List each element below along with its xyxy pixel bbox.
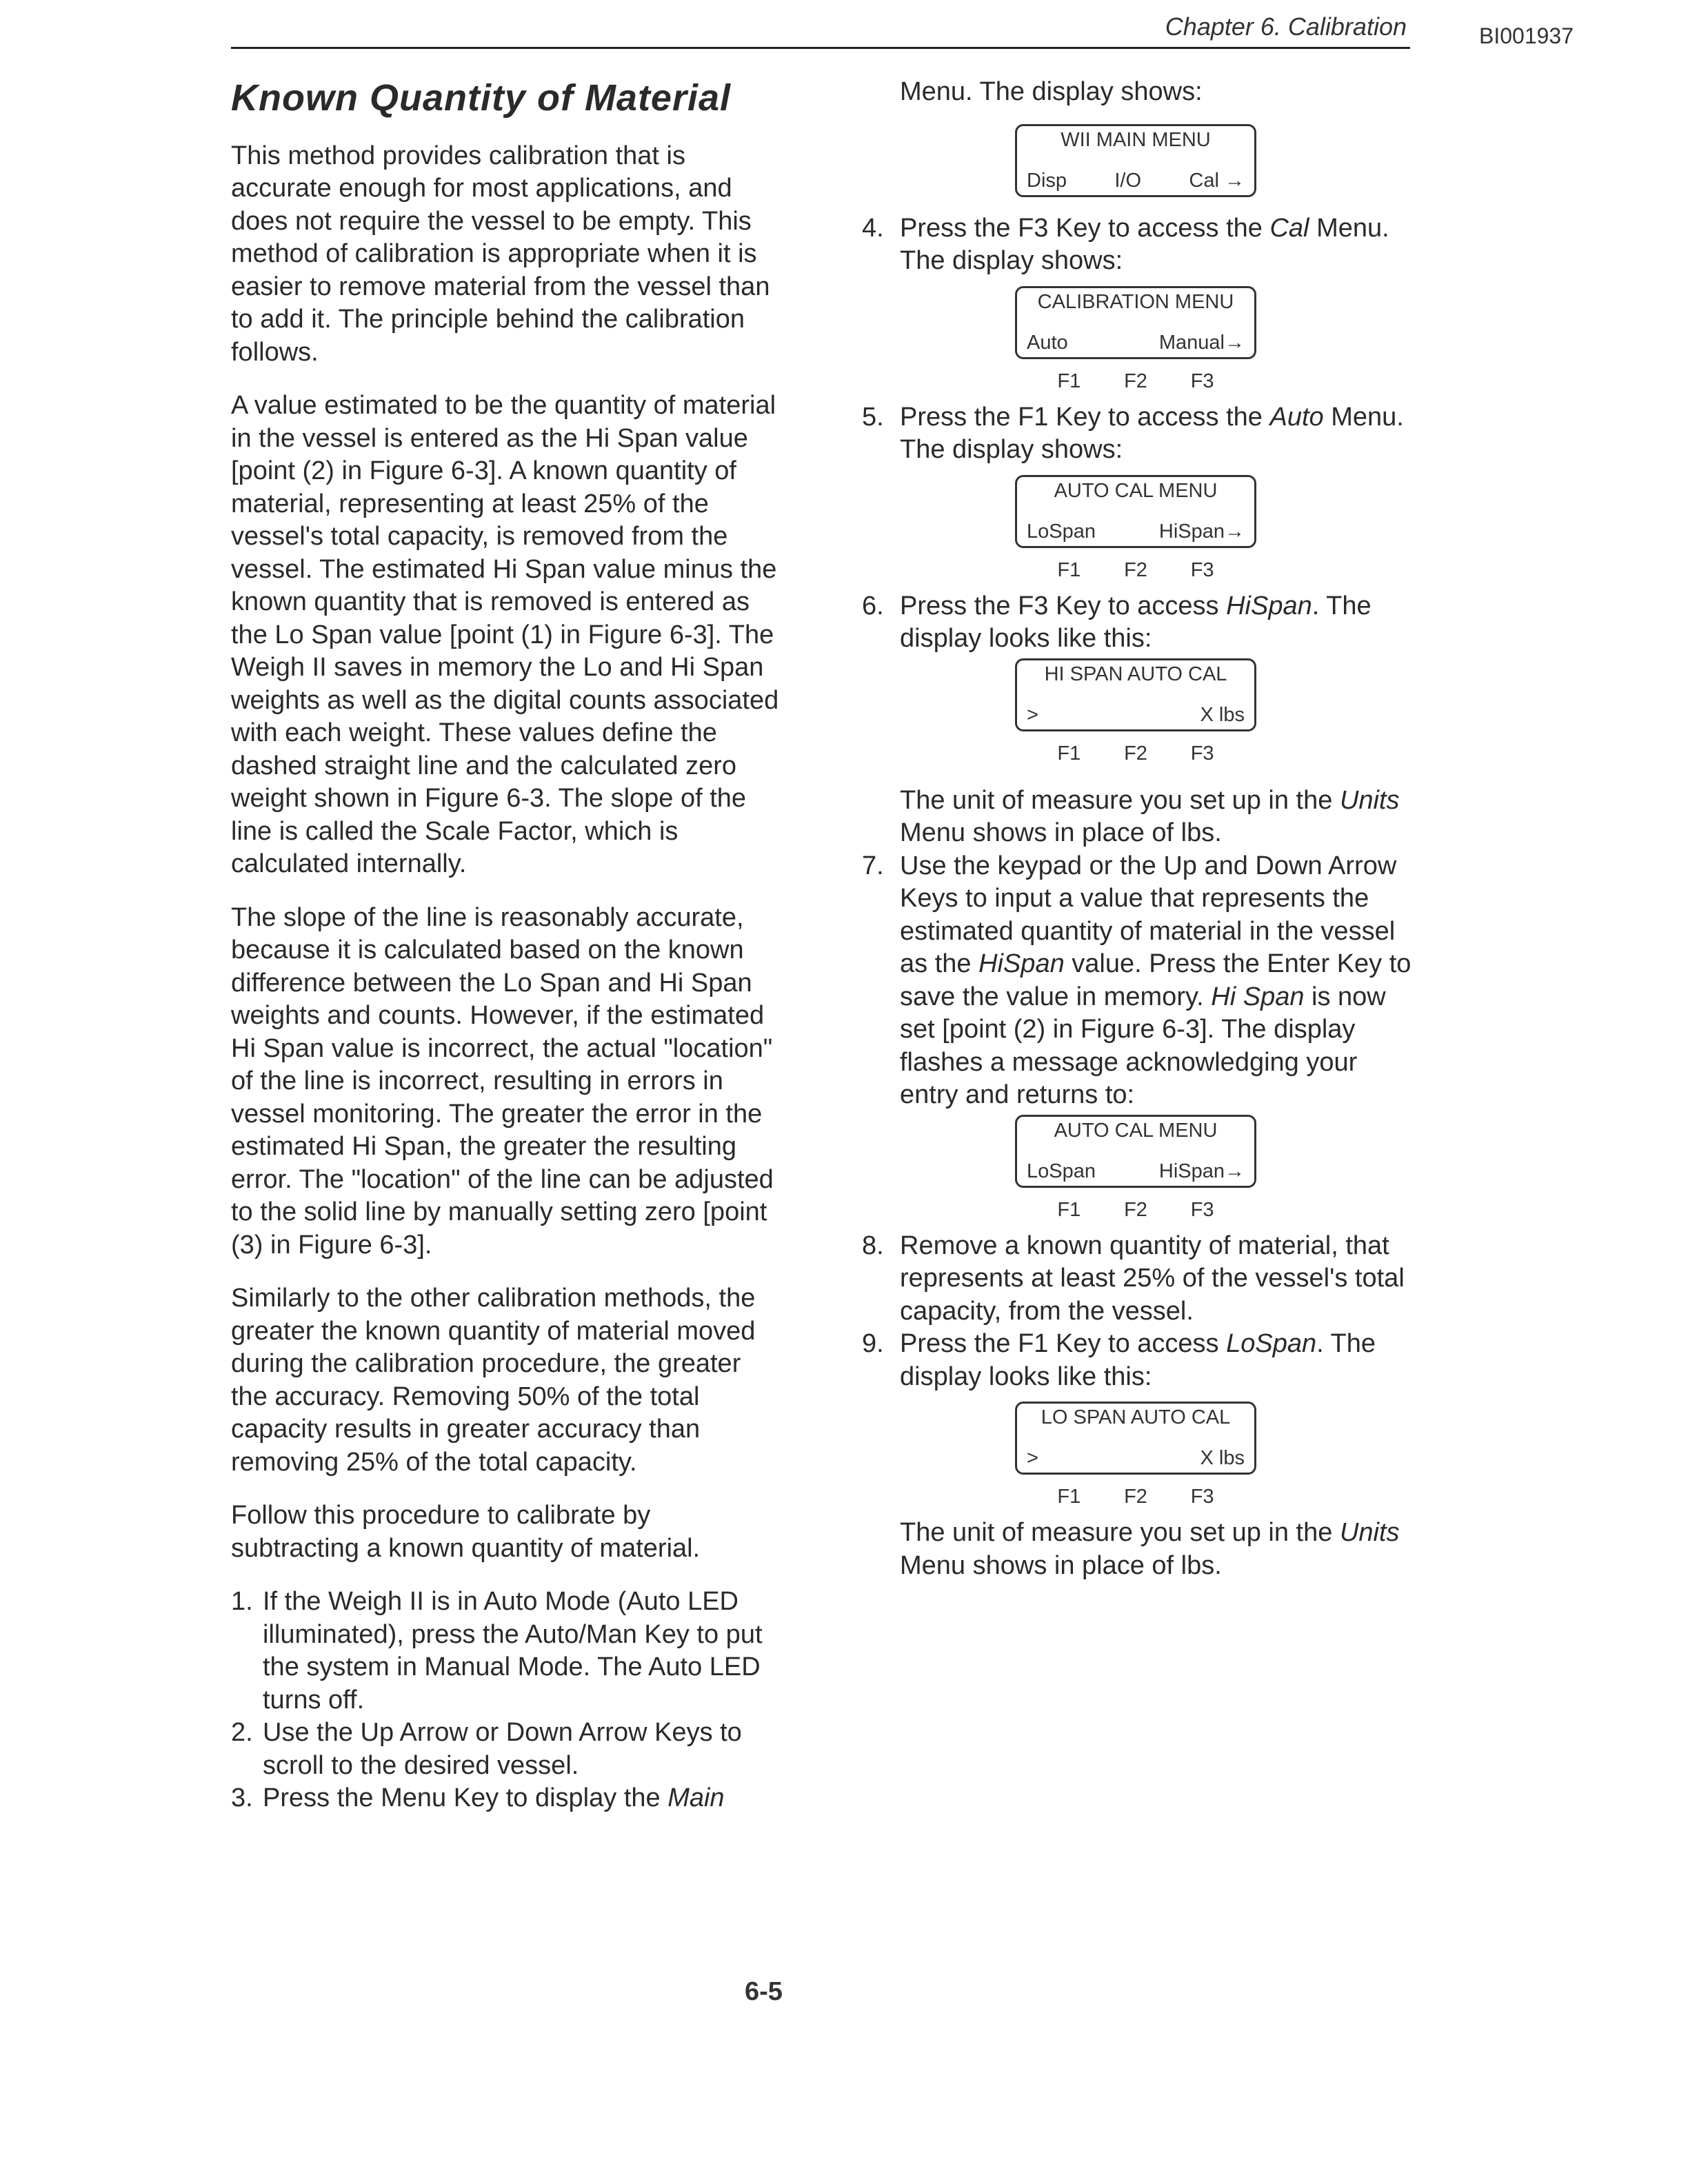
step-text: Press the Menu Key to display the bbox=[263, 1783, 668, 1813]
function-key-labels bbox=[1015, 1486, 1256, 1508]
step-1 bbox=[231, 1586, 783, 1717]
lcd-key-label: Disp bbox=[1027, 169, 1067, 192]
function-key-labels bbox=[1015, 742, 1256, 765]
step-9 bbox=[862, 1328, 1414, 1393]
f1-label: F1 bbox=[1057, 1198, 1081, 1221]
step-emphasis: LoSpan bbox=[1226, 1329, 1317, 1358]
step-emphasis: Hi Span bbox=[1211, 982, 1305, 1011]
lcd-prompt: > bbox=[1027, 703, 1038, 726]
step-text: Press the F1 Key to access bbox=[900, 1329, 1227, 1358]
note-emphasis: Units bbox=[1339, 1518, 1400, 1547]
lcd-key-label: I/O bbox=[1114, 169, 1142, 192]
step-8 bbox=[862, 1230, 1414, 1328]
units-note bbox=[862, 1517, 1414, 1582]
step-6 bbox=[862, 590, 1414, 656]
note-emphasis: Units bbox=[1339, 785, 1400, 815]
lcd-display-calibration-menu bbox=[1015, 286, 1256, 359]
lcd-key-label: LoSpan bbox=[1027, 1160, 1096, 1182]
lcd-key-label: Auto bbox=[1027, 331, 1068, 354]
right-column bbox=[862, 76, 1414, 1582]
lcd-title: CALIBRATION MENU bbox=[1037, 290, 1234, 313]
lcd-key-label: HiSpan→ bbox=[1158, 1160, 1245, 1182]
lcd-value-line bbox=[1027, 1447, 1245, 1470]
header-rule bbox=[231, 47, 1410, 49]
lcd-display-hi-span bbox=[1015, 658, 1256, 731]
lcd-unit: X lbs bbox=[1200, 1447, 1245, 1469]
lcd-display-lo-span bbox=[1015, 1402, 1256, 1475]
left-column bbox=[231, 76, 783, 1815]
lcd-key-label: Manual→ bbox=[1158, 331, 1245, 354]
function-key-labels bbox=[1015, 370, 1256, 393]
lcd-key-label: LoSpan bbox=[1027, 520, 1096, 543]
paragraph: Follow this procedure to calibrate by subtracting a known quantity of material. bbox=[231, 1501, 701, 1563]
step-text: Press the F1 Key to access the bbox=[900, 402, 1270, 432]
f1-label: F1 bbox=[1057, 558, 1081, 581]
lcd-value-line bbox=[1027, 704, 1245, 727]
step-3-continued: Menu. The display shows: bbox=[900, 77, 1203, 106]
step-text: Use the keypad or the Up and Down Arrow Keys to input a value that represents the estimated quantity of material in the vessel as the bbox=[900, 851, 1397, 978]
note-text: Menu shows in place of lbs. bbox=[900, 1550, 1222, 1580]
step-number: 4. bbox=[862, 213, 884, 243]
lcd-title: HI SPAN AUTO CAL bbox=[1044, 663, 1227, 685]
step-text: Use the Up Arrow or Down Arrow Keys to scroll to the desired vessel. bbox=[263, 1718, 742, 1780]
lcd-softkeys bbox=[1027, 332, 1245, 354]
step-3 bbox=[231, 1782, 783, 1815]
step-number: 3. bbox=[231, 1783, 253, 1813]
lcd-key-label: Cal → bbox=[1189, 169, 1245, 192]
step-emphasis: HiSpan bbox=[1226, 591, 1312, 620]
step-number: 6. bbox=[862, 591, 884, 620]
f2-label: F2 bbox=[1124, 558, 1147, 581]
step-number: 1. bbox=[231, 1587, 253, 1617]
chapter-header: Chapter 6. Calibration bbox=[1165, 12, 1407, 41]
step-text: Press the F3 Key to access the bbox=[900, 213, 1270, 243]
step-5 bbox=[862, 401, 1414, 467]
lcd-key-label: HiSpan→ bbox=[1158, 520, 1245, 543]
lcd-title: AUTO CAL MENU bbox=[1054, 1119, 1218, 1142]
f1-label: F1 bbox=[1057, 742, 1081, 765]
step-text: . The display looks like this: bbox=[900, 1329, 1376, 1391]
step-text: Menu. The display shows: bbox=[900, 213, 1389, 275]
note-text: The unit of measure you set up in the bbox=[900, 1518, 1340, 1547]
lcd-unit: X lbs bbox=[1200, 703, 1245, 726]
step-7 bbox=[862, 850, 1414, 1112]
f2-label: F2 bbox=[1124, 1198, 1147, 1221]
units-note bbox=[862, 785, 1414, 850]
lcd-prompt: > bbox=[1027, 1447, 1038, 1469]
f3-label: F3 bbox=[1190, 742, 1214, 765]
f2-label: F2 bbox=[1124, 370, 1147, 392]
step-emphasis: Auto bbox=[1269, 402, 1324, 432]
step-text: . The display looks like this: bbox=[900, 591, 1372, 653]
step-emphasis: Main bbox=[667, 1783, 725, 1813]
function-key-labels bbox=[1015, 1199, 1256, 1222]
paragraph: Similarly to the other calibration methods, the greater the known quantity of material moved during the calibration procedure, the greater the accuracy. Removing 50% of the total capacity results in greater accuracy than removing 25% of the total capacity. bbox=[231, 1284, 756, 1477]
step-emphasis: HiSpan bbox=[978, 949, 1065, 978]
step-emphasis: Cal bbox=[1269, 213, 1309, 243]
section-title: Known Quantity of Material bbox=[231, 77, 732, 119]
step-text: If the Weigh II is in Auto Mode (Auto LED illuminated), press the Auto/Man Key to put the system in Manual Mode. The Auto LED turns off. bbox=[263, 1587, 763, 1715]
step-4 bbox=[862, 212, 1414, 278]
step-number: 8. bbox=[862, 1231, 884, 1260]
note-text: Menu shows in place of lbs. bbox=[900, 818, 1222, 847]
step-number: 9. bbox=[862, 1329, 884, 1358]
f2-label: F2 bbox=[1124, 742, 1147, 765]
step-text: is now set [point (2) in Figure 6-3]. The display flashes a message acknowledging your entry and returns to: bbox=[900, 982, 1386, 1109]
lcd-title: LO SPAN AUTO CAL bbox=[1041, 1406, 1231, 1428]
f3-label: F3 bbox=[1190, 1486, 1214, 1508]
lcd-title: WII MAIN MENU bbox=[1061, 128, 1211, 151]
paragraph: This method provides calibration that is accurate enough for most applications, and does not require the vessel to be empty. This method of calibration is appropriate when it is easier to remove material from the vessel than to add it. The principle behind the calibration follows. bbox=[231, 141, 770, 367]
f3-label: F3 bbox=[1190, 1198, 1214, 1221]
document-id: BI001937 bbox=[1479, 23, 1574, 48]
f3-label: F3 bbox=[1190, 558, 1214, 581]
step-2 bbox=[231, 1717, 783, 1782]
step-number: 5. bbox=[862, 402, 884, 432]
lcd-display-auto-cal-menu bbox=[1015, 1115, 1256, 1188]
lcd-softkeys bbox=[1027, 1160, 1245, 1183]
step-number: 7. bbox=[862, 851, 884, 880]
lcd-softkeys bbox=[1027, 520, 1245, 543]
procedure-steps bbox=[231, 1586, 783, 1815]
f1-label: F1 bbox=[1057, 370, 1081, 392]
step-text: Menu. The display shows: bbox=[900, 402, 1404, 464]
paragraph: The slope of the line is reasonably accurate, because it is calculated based on the known difference between the Lo Span and Hi Span weights and counts. However, if the estimated Hi Span value is incorrect, the actual "location" of the line is incorrect, resulting in errors in vessel monitoring. The greater the error in the estimated Hi Span, the greater the resulting error. The "location" of the line can be adjusted to the solid line by manually setting zero [point (3) in Figure 6-3]. bbox=[231, 902, 774, 1260]
paragraph: A value estimated to be the quantity of material in the vessel is entered as the Hi Span value [point (2) in Figure 6-3]. A known quantity of material, representing at least 25% of the vessel's total capacity, is removed from the vessel. The estimated Hi Span value minus the known quantity that is removed is entered as the Lo Span value [point (1) in Figure 6-3]. The Weigh II saves in memory the Lo and Hi Span weights as well as the digital counts associated with each weight. These values define the dashed straight line and the calculated zero weight shown in Figure 6-3. The slope of the line is called the Scale Factor, which is calculated internally. bbox=[231, 391, 779, 879]
lcd-softkeys bbox=[1027, 170, 1245, 192]
step-text: Remove a known quantity of material, that represents at least 25% of the vessel's total capacity, from the vessel. bbox=[900, 1231, 1405, 1326]
step-text: Press the F3 Key to access bbox=[900, 591, 1227, 620]
function-key-labels bbox=[1015, 559, 1256, 582]
f1-label: F1 bbox=[1057, 1486, 1081, 1508]
f2-label: F2 bbox=[1124, 1486, 1147, 1508]
step-text: value. Press the Enter Key to save the value in memory. bbox=[900, 949, 1411, 1011]
lcd-display-auto-cal-menu bbox=[1015, 475, 1256, 548]
lcd-title: AUTO CAL MENU bbox=[1054, 479, 1218, 502]
note-text: The unit of measure you set up in the bbox=[900, 785, 1340, 815]
step-number: 2. bbox=[231, 1718, 253, 1748]
lcd-display-main-menu bbox=[1015, 124, 1256, 197]
f3-label: F3 bbox=[1190, 370, 1214, 392]
page-number: 6-5 bbox=[745, 1977, 783, 2006]
